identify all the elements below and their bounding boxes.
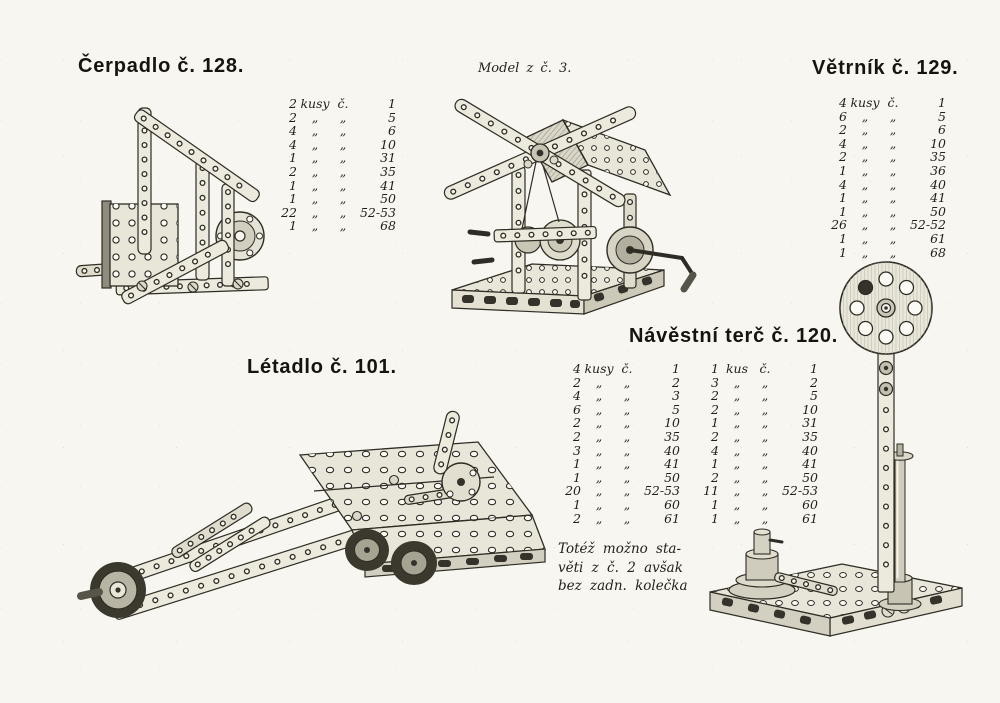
- parts-row: [558, 498, 680, 512]
- parts-nolabel: „: [761, 496, 769, 512]
- terc-note: [558, 540, 688, 596]
- parts-no: 50: [664, 469, 680, 485]
- parts-row: [558, 471, 680, 485]
- note-line: věti z č. 2 avšak: [558, 559, 683, 576]
- parts-no: 5: [810, 388, 818, 404]
- parts-no: 68: [380, 218, 396, 234]
- parts-nolabel: „: [623, 415, 631, 431]
- parts-no: 60: [664, 496, 680, 512]
- parts-row: [274, 124, 396, 138]
- parts-qty: 2: [839, 149, 847, 165]
- parts-unit: „: [595, 483, 603, 499]
- parts-no: 10: [664, 415, 680, 431]
- parts-no: 60: [802, 496, 818, 512]
- parts-unit: „: [595, 442, 603, 458]
- parts-no: 1: [672, 361, 680, 376]
- parts-qty: 4: [573, 388, 581, 404]
- parts-nolabel: „: [339, 163, 347, 179]
- parts-nolabel: „: [761, 388, 769, 404]
- parts-unit: kusy: [584, 361, 614, 376]
- parts-nolabel: „: [889, 217, 897, 233]
- parts-qty: 2: [839, 122, 847, 138]
- parts-unit: „: [311, 150, 319, 166]
- parts-no: 35: [380, 163, 396, 179]
- parts-nolabel: „: [761, 428, 769, 444]
- parts-unit: „: [733, 388, 741, 404]
- parts-unit: „: [311, 204, 319, 220]
- parts-unit: „: [311, 191, 319, 207]
- parts-qty: 1: [711, 456, 719, 472]
- parts-no: 3: [672, 388, 680, 404]
- parts-no: 61: [802, 510, 818, 526]
- parts-qty: 26: [831, 217, 847, 233]
- parts-unit: „: [733, 456, 741, 472]
- cerpadlo-title: Čerpadlo č. 128.: [78, 55, 245, 77]
- parts-no: 35: [664, 428, 680, 444]
- parts-qty: 1: [711, 496, 719, 512]
- parts-qty: 2: [289, 96, 297, 111]
- parts-row: [824, 150, 946, 164]
- parts-qty: 1: [839, 162, 847, 178]
- parts-no: 50: [802, 469, 818, 485]
- parts-unit: „: [861, 149, 869, 165]
- parts-nolabel: „: [889, 149, 897, 165]
- parts-row: [274, 192, 396, 206]
- parts-qty: 6: [573, 401, 581, 417]
- parts-unit: „: [595, 428, 603, 444]
- parts-nolabel: č.: [759, 361, 771, 376]
- parts-row: [824, 218, 946, 232]
- parts-row: [824, 110, 946, 124]
- parts-unit: „: [733, 442, 741, 458]
- parts-row: [824, 246, 946, 260]
- parts-row: [558, 403, 680, 417]
- parts-unit: „: [861, 217, 869, 233]
- note-line: Totéž možno sta-: [558, 541, 682, 557]
- parts-no: 31: [380, 150, 396, 166]
- parts-qty: 4: [289, 123, 297, 139]
- parts-nolabel: „: [889, 244, 897, 260]
- parts-qty: 1: [839, 190, 847, 206]
- parts-no: 2: [672, 374, 680, 390]
- parts-unit: „: [733, 428, 741, 444]
- parts-row: [558, 512, 680, 526]
- parts-nolabel: „: [339, 136, 347, 152]
- parts-qty: 4: [289, 136, 297, 152]
- parts-row: [274, 151, 396, 165]
- parts-unit: „: [733, 510, 741, 526]
- parts-unit: „: [861, 230, 869, 246]
- parts-row: [558, 444, 680, 458]
- cerpadlo-illustration: [60, 96, 280, 321]
- parts-nolabel: „: [339, 109, 347, 125]
- parts-qty: 2: [289, 163, 297, 179]
- parts-no: 35: [930, 149, 946, 165]
- parts-unit: „: [595, 374, 603, 390]
- parts-nolabel: „: [339, 123, 347, 139]
- parts-unit: „: [733, 496, 741, 512]
- parts-no: 50: [380, 191, 396, 207]
- parts-nolabel: „: [761, 374, 769, 390]
- parts-no: 5: [672, 401, 680, 417]
- parts-qty: 11: [703, 483, 719, 499]
- parts-nolabel: „: [623, 483, 631, 499]
- parts-row: [824, 178, 946, 192]
- cerpadlo-parts-list: [274, 97, 396, 233]
- parts-row: [274, 206, 396, 220]
- parts-no: 68: [930, 244, 946, 260]
- parts-qty: 1: [289, 150, 297, 166]
- parts-qty: 2: [711, 469, 719, 485]
- parts-row: [274, 97, 396, 111]
- parts-qty: 2: [573, 428, 581, 444]
- parts-row: [558, 389, 680, 403]
- parts-qty: 1: [289, 218, 297, 234]
- parts-no: 1: [388, 96, 396, 111]
- parts-unit: „: [595, 469, 603, 485]
- parts-no: 40: [802, 442, 818, 458]
- parts-row: [558, 430, 680, 444]
- parts-no: 61: [664, 510, 680, 526]
- parts-unit: „: [861, 122, 869, 138]
- parts-nolabel: „: [623, 510, 631, 526]
- parts-qty: 2: [573, 510, 581, 526]
- parts-row: [824, 205, 946, 219]
- parts-row: [558, 484, 680, 498]
- parts-nolabel: „: [623, 496, 631, 512]
- parts-nolabel: „: [623, 388, 631, 404]
- parts-qty: 2: [573, 415, 581, 431]
- parts-unit: „: [595, 510, 603, 526]
- parts-nolabel: „: [761, 401, 769, 417]
- parts-row: [274, 165, 396, 179]
- parts-unit: kus: [725, 361, 749, 376]
- parts-unit: kusy: [850, 95, 880, 110]
- spool: [729, 529, 838, 599]
- parts-unit: „: [733, 483, 741, 499]
- parts-nolabel: „: [889, 203, 897, 219]
- parts-row: [824, 191, 946, 205]
- letadlo-title: Létadlo č. 101.: [247, 356, 397, 378]
- parts-qty: 1: [711, 415, 719, 431]
- right-vertical-strip: [222, 184, 234, 286]
- parts-unit: „: [861, 108, 869, 124]
- parts-no: 5: [938, 108, 946, 124]
- parts-no: 2: [810, 374, 818, 390]
- parts-unit: „: [861, 176, 869, 192]
- parts-unit: „: [311, 177, 319, 193]
- parts-nolabel: „: [889, 135, 897, 151]
- parts-row: [274, 219, 396, 233]
- parts-no: 10: [802, 401, 818, 417]
- parts-row: [558, 362, 680, 376]
- parts-unit: „: [733, 415, 741, 431]
- parts-nolabel: „: [889, 108, 897, 124]
- parts-unit: „: [595, 388, 603, 404]
- parts-no: 36: [930, 162, 946, 178]
- parts-nolabel: „: [339, 204, 347, 220]
- parts-no: 52-53: [781, 483, 818, 499]
- parts-nolabel: „: [339, 191, 347, 207]
- signal-disc: [840, 262, 932, 354]
- parts-no: 52-53: [359, 204, 396, 220]
- parts-nolabel: č.: [887, 95, 899, 110]
- parts-unit: „: [311, 109, 319, 125]
- parts-qty: 4: [839, 135, 847, 151]
- parts-qty: 3: [573, 442, 581, 458]
- parts-qty: 2: [711, 388, 719, 404]
- parts-nolabel: „: [623, 428, 631, 444]
- parts-qty: 2: [711, 401, 719, 417]
- parts-qty: 1: [289, 191, 297, 207]
- parts-row: [558, 416, 680, 430]
- mast-strip: [878, 350, 894, 592]
- parts-nolabel: „: [623, 442, 631, 458]
- parts-no: 52-53: [643, 483, 680, 499]
- parts-qty: 6: [839, 108, 847, 124]
- parts-qty: 1: [289, 177, 297, 193]
- parts-row: [824, 123, 946, 137]
- parts-nolabel: „: [761, 510, 769, 526]
- parts-qty: 22: [281, 204, 297, 220]
- parts-nolabel: č.: [621, 361, 633, 376]
- parts-nolabel: „: [623, 456, 631, 472]
- parts-nolabel: „: [339, 150, 347, 166]
- parts-qty: 4: [711, 442, 719, 458]
- parts-qty: 1: [573, 496, 581, 512]
- parts-qty: 1: [573, 456, 581, 472]
- parts-row: [824, 164, 946, 178]
- parts-no: 6: [938, 122, 946, 138]
- parts-no: 31: [802, 415, 818, 431]
- parts-nolabel: „: [623, 374, 631, 390]
- parts-unit: kusy: [300, 96, 330, 111]
- parts-row: [274, 179, 396, 193]
- parts-no: 40: [930, 176, 946, 192]
- parts-qty: 3: [711, 374, 719, 390]
- terc-title: Návěstní terč č. 120.: [629, 325, 839, 347]
- parts-nolabel: „: [623, 401, 631, 417]
- parts-qty: 20: [565, 483, 581, 499]
- windmill-illustration: [432, 82, 707, 332]
- parts-nolabel: „: [889, 230, 897, 246]
- terc-illustration: [692, 260, 987, 650]
- parts-no: 35: [802, 428, 818, 444]
- parts-row: [558, 457, 680, 471]
- parts-no: 41: [930, 190, 946, 206]
- parts-no: 5: [388, 109, 396, 125]
- parts-unit: „: [733, 401, 741, 417]
- parts-row: [558, 376, 680, 390]
- parts-nolabel: č.: [337, 96, 349, 111]
- parts-no: 41: [664, 456, 680, 472]
- parts-no: 1: [810, 361, 818, 376]
- letadlo-illustration: [52, 398, 552, 658]
- parts-qty: 1: [839, 230, 847, 246]
- model3-caption: Model z č. 3.: [478, 61, 572, 76]
- parts-nolabel: „: [623, 469, 631, 485]
- parts-nolabel: „: [761, 415, 769, 431]
- parts-qty: 4: [839, 176, 847, 192]
- parts-qty: 1: [573, 469, 581, 485]
- vetrnik-parts-list: [824, 96, 946, 259]
- parts-unit: „: [311, 123, 319, 139]
- parts-no: 1: [938, 95, 946, 110]
- vetrnik-title: Větrník č. 129.: [812, 57, 959, 79]
- parts-no: 61: [930, 230, 946, 246]
- parts-qty: 2: [573, 374, 581, 390]
- parts-qty: 4: [839, 95, 847, 110]
- parts-qty: 1: [839, 203, 847, 219]
- parts-no: 41: [380, 177, 396, 193]
- parts-row: [274, 111, 396, 125]
- parts-unit: „: [861, 162, 869, 178]
- parts-unit: „: [733, 374, 741, 390]
- parts-no: 52-52: [909, 217, 946, 233]
- parts-row: [824, 232, 946, 246]
- parts-qty: 1: [839, 244, 847, 260]
- parts-nolabel: „: [889, 176, 897, 192]
- parts-nolabel: „: [761, 483, 769, 499]
- parts-qty: 1: [711, 510, 719, 526]
- parts-unit: „: [861, 203, 869, 219]
- parts-no: 6: [388, 123, 396, 139]
- parts-unit: „: [861, 135, 869, 151]
- parts-unit: „: [595, 496, 603, 512]
- parts-qty: 1: [711, 361, 719, 376]
- parts-no: 41: [802, 456, 818, 472]
- parts-nolabel: „: [761, 456, 769, 472]
- parts-no: 50: [930, 203, 946, 219]
- parts-no: 10: [930, 135, 946, 151]
- parts-nolabel: „: [339, 218, 347, 234]
- parts-qty: 2: [289, 109, 297, 125]
- parts-qty: 2: [711, 428, 719, 444]
- parts-unit: „: [733, 469, 741, 485]
- parts-qty: 4: [573, 361, 581, 376]
- parts-row: [274, 138, 396, 152]
- parts-nolabel: „: [889, 190, 897, 206]
- parts-unit: „: [595, 415, 603, 431]
- parts-no: 40: [664, 442, 680, 458]
- parts-nolabel: „: [761, 469, 769, 485]
- parts-unit: „: [311, 163, 319, 179]
- parts-no: 10: [380, 136, 396, 152]
- parts-nolabel: „: [339, 177, 347, 193]
- parts-unit: „: [595, 456, 603, 472]
- note-line: bez zadn. kolečka: [558, 578, 688, 594]
- parts-unit: „: [861, 190, 869, 206]
- parts-nolabel: „: [889, 162, 897, 178]
- letadlo-parts-list: [558, 362, 680, 525]
- parts-row: [824, 96, 946, 110]
- parts-unit: „: [861, 244, 869, 260]
- parts-unit: „: [595, 401, 603, 417]
- parts-unit: „: [311, 218, 319, 234]
- parts-row: [824, 137, 946, 151]
- parts-nolabel: „: [761, 442, 769, 458]
- parts-nolabel: „: [889, 122, 897, 138]
- parts-unit: „: [311, 136, 319, 152]
